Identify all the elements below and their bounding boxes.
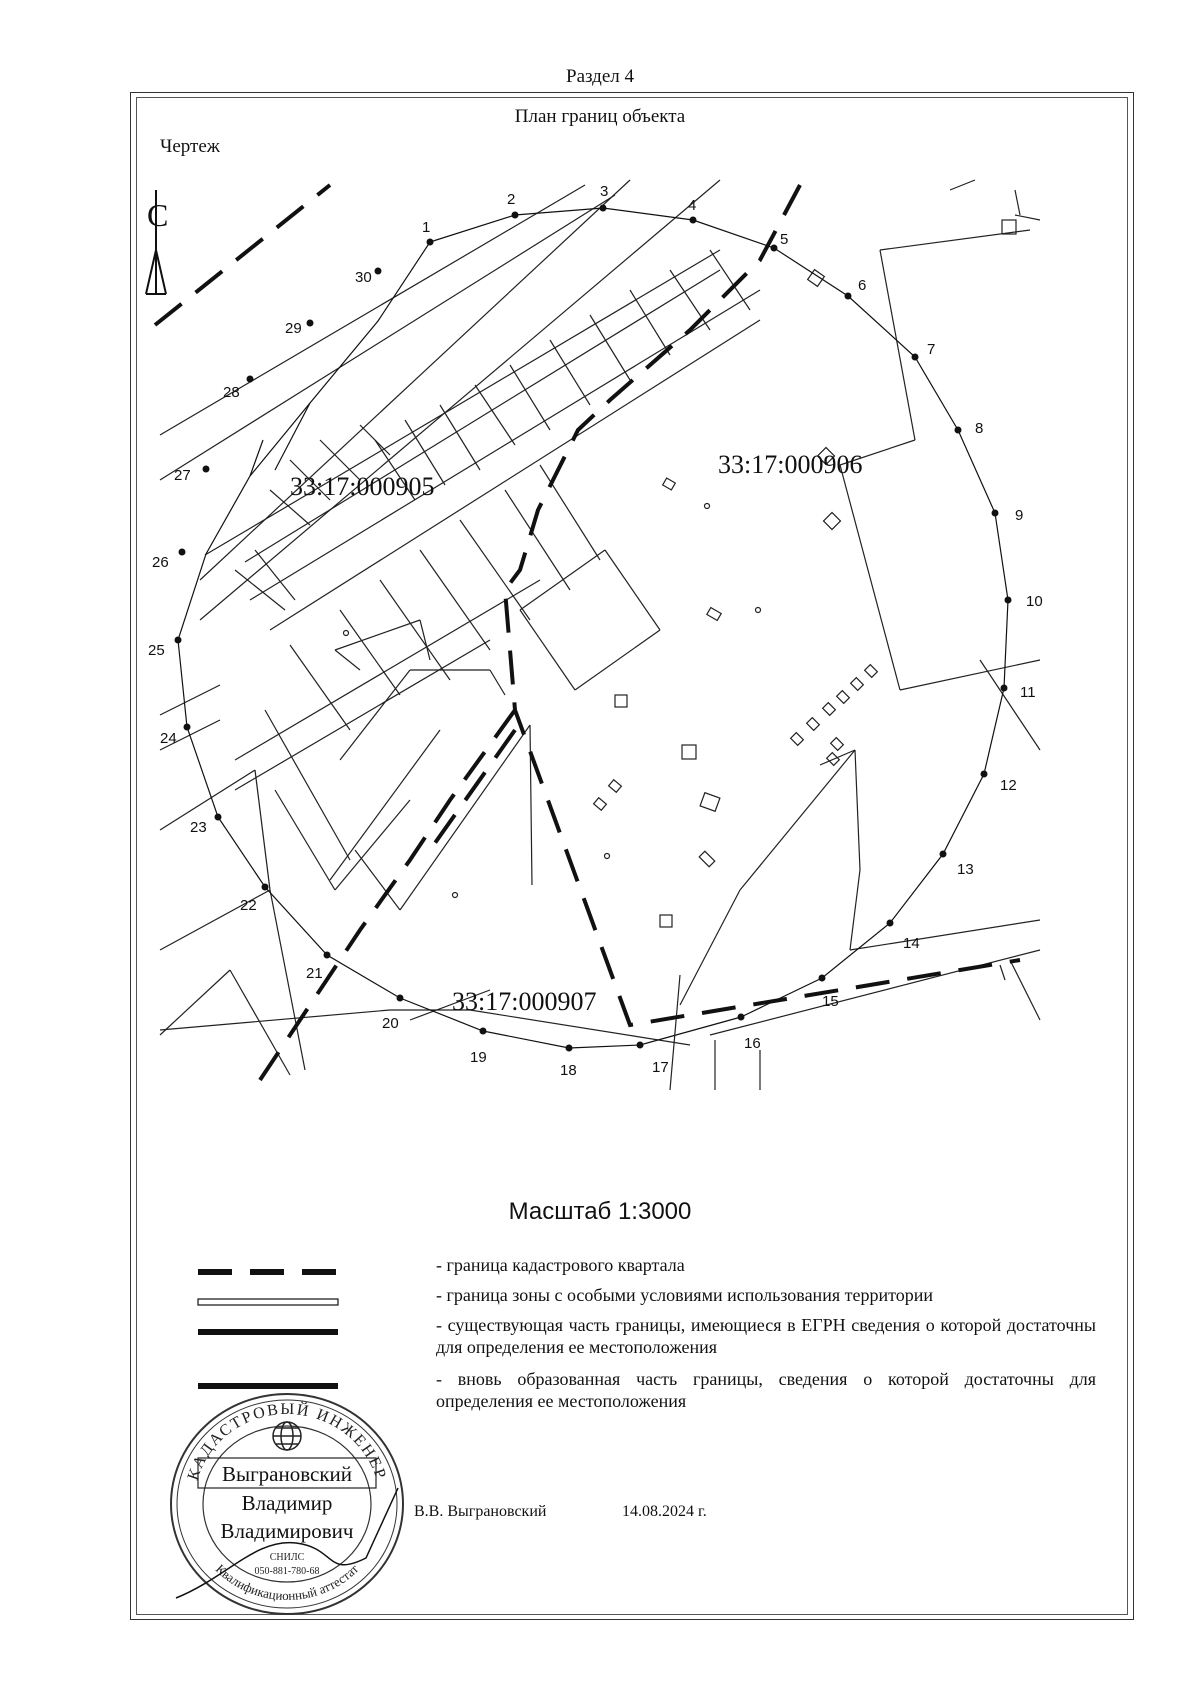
stamp-patronymic: Владимирович (220, 1519, 354, 1543)
point-label: 29 (285, 320, 302, 337)
stamp-ring-bottom: Квалификационный аттестат (212, 1561, 362, 1604)
point-label: 12 (1000, 777, 1017, 794)
stamp-name: Владимир (241, 1491, 333, 1515)
point-label: 15 (822, 993, 839, 1010)
point-label: 30 (355, 269, 372, 286)
point-label: 7 (927, 341, 936, 358)
point-label: 19 (470, 1049, 487, 1066)
buildings (344, 220, 1017, 927)
point-label: 23 (190, 819, 207, 836)
north-letter: С (147, 197, 169, 233)
boundary-point-labels (148, 183, 1043, 1079)
point-label: 17 (652, 1059, 669, 1076)
point-label: 11 (1020, 684, 1036, 701)
quarter-label-907: 33:17:000907 (452, 987, 597, 1016)
signer-name: В.В. Выграновский (414, 1503, 547, 1520)
point-label: 1 (422, 219, 431, 236)
stamp-snils-label: СНИЛС (269, 1552, 305, 1563)
quarter-label-906: 33:17:000906 (718, 450, 863, 479)
stamp-surname: Выграновский (221, 1462, 353, 1486)
point-label: 26 (152, 554, 169, 571)
point-label: 3 (600, 183, 609, 200)
legend-text-zone: - граница зоны с особыми условиями использования территории (436, 1285, 933, 1305)
legend-symbol-quarter (198, 1262, 338, 1282)
point-label: 20 (382, 1015, 399, 1032)
north-arrow-icon (142, 190, 172, 300)
legend-symbol-zone (198, 1292, 338, 1312)
stamp-ring-top: КАДАСТРОВЫЙ ИНЖЕНЕР (184, 1400, 390, 1483)
drawing-label: Чертеж (160, 136, 220, 157)
point-label: 8 (975, 420, 984, 437)
cadastral-map[interactable] (148, 183, 1140, 1190)
point-label: 10 (1026, 593, 1043, 610)
point-label: 4 (688, 197, 697, 214)
legend-symbol-existing (198, 1322, 338, 1342)
plan-title: План границ объекта (514, 106, 686, 127)
point-label: 24 (160, 730, 177, 747)
point-label: 18 (560, 1062, 577, 1079)
point-label: 14 (903, 935, 920, 952)
section-title: Раздел 4 (566, 66, 634, 87)
point-label: 21 (306, 965, 323, 982)
sign-date: 14.08.2024 г. (622, 1503, 707, 1520)
point-label: 9 (1015, 507, 1024, 524)
point-label: 27 (174, 467, 191, 484)
point-label: 5 (780, 231, 789, 248)
point-label: 6 (858, 277, 867, 294)
legend-text-quarter: - граница кадастрового квартала (436, 1255, 685, 1275)
point-label: 13 (957, 861, 974, 878)
point-label: 2 (507, 191, 516, 208)
point-label: 28 (223, 384, 240, 401)
point-label: 22 (240, 897, 257, 914)
map-scale: Масштаб 1:3000 (508, 1198, 692, 1225)
engineer-stamp (166, 1388, 408, 1620)
map-canvas[interactable] (148, 183, 1140, 1190)
legend-text-new: - вновь образованная часть границы, сведения о которой достаточны для определения ее местоположения (436, 1369, 1096, 1411)
quarter-label-905: 33:17:000905 (290, 472, 435, 501)
point-label: 16 (744, 1035, 761, 1052)
parcel-lines (160, 180, 1040, 1090)
stamp-snils: 050-881-780-68 (254, 1566, 320, 1577)
quarter-labels (290, 450, 862, 1016)
legend-text-existing: - существующая часть границы, имеющиеся в ЕГРН сведения о которой достаточны для определения ее местоположения (436, 1315, 1096, 1357)
point-label: 25 (148, 642, 165, 659)
